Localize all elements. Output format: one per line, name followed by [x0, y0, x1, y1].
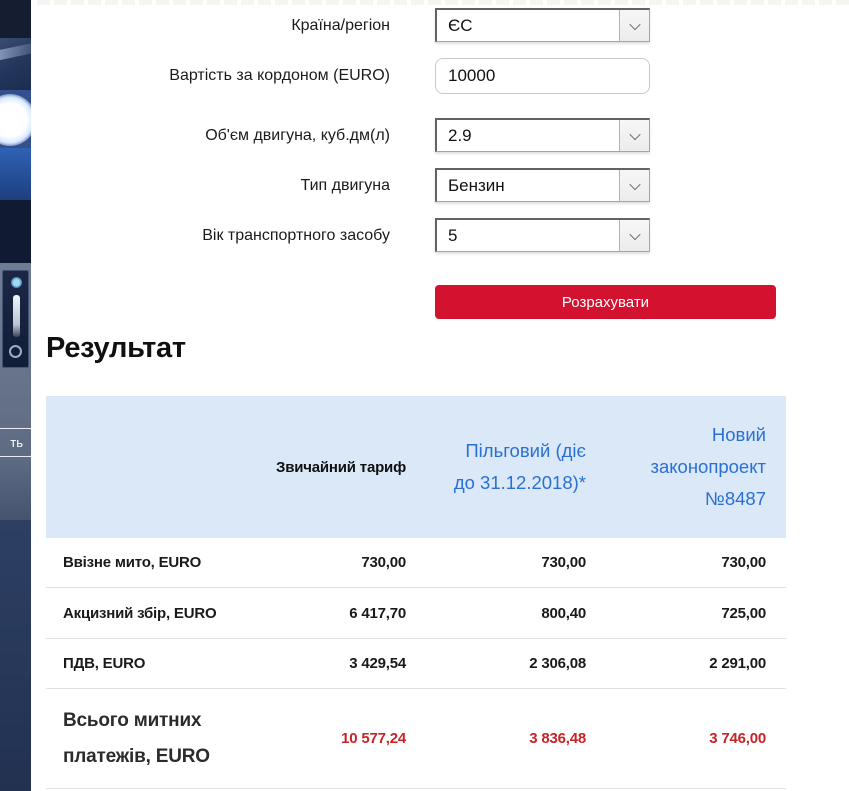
banner-car-body-image: [0, 148, 31, 200]
banner-dark-bottom: [0, 520, 31, 791]
table-header-row: [46, 396, 786, 538]
select-arrow-area: [619, 170, 649, 201]
cell-value: 800,40: [541, 604, 586, 622]
row-label: Акцизний збір, EURO: [63, 604, 217, 622]
country-region-label: Країна/регіон: [291, 17, 390, 34]
vehicle-age-select[interactable]: [435, 218, 650, 252]
result-heading: Результат: [46, 332, 186, 364]
engine-type-value: Бензин: [448, 175, 505, 195]
cell-value: 730,00: [361, 554, 406, 571]
cost-abroad-label: Вартість за кордоном (EURO): [169, 67, 390, 84]
calculate-button[interactable]: Розрахувати: [435, 285, 776, 319]
banner-dark-middle: [0, 200, 31, 263]
chevron-down-icon: [629, 128, 640, 139]
engine-volume-select[interactable]: [435, 118, 650, 152]
cost-abroad-input[interactable]: [435, 58, 650, 94]
bulb-image: [13, 295, 20, 337]
banner-cta-button[interactable]: [0, 428, 31, 457]
total-value: 3 746,00: [709, 730, 766, 747]
cell-value: 730,00: [541, 554, 586, 571]
cell-value: 725,00: [721, 604, 766, 622]
cell-value: 6 417,70: [349, 604, 406, 622]
column-header-regular-tariff: Звичайний тариф: [276, 458, 406, 476]
banner-gray-lower: [0, 460, 31, 520]
ad-banner-strip[interactable]: [0, 0, 31, 791]
banner-cta-label: ть: [10, 435, 23, 450]
table-row-total-payments: [46, 689, 786, 789]
column-header-new-bill: [586, 419, 766, 515]
headlight-glow-image: [0, 94, 31, 146]
row-label: ПДВ, EURO: [63, 655, 146, 672]
select-arrow-area: [619, 220, 649, 251]
engine-volume-value: 2.9: [448, 125, 472, 145]
engine-type-label: Тип двигуна: [300, 177, 390, 194]
row-label: Всього митних платежів, EURO: [63, 709, 210, 767]
table-row-import-duty: [46, 538, 786, 588]
product-logo-icon: [11, 277, 22, 288]
select-arrow-area: [619, 120, 649, 151]
table-row-vat: [46, 639, 786, 689]
engine-volume-label: Об'єм двигуна, куб.дм(л): [205, 127, 390, 144]
country-region-select[interactable]: [435, 8, 650, 42]
column-header-new-bill-label: Новий законопроект №8487: [650, 424, 766, 509]
chevron-down-icon: [629, 228, 640, 239]
vehicle-age-value: 5: [448, 225, 458, 245]
result-table: [46, 396, 786, 789]
cell-value: 3 429,54: [349, 655, 406, 672]
row-label: Ввізне мито, EURO: [63, 554, 202, 571]
country-region-value: ЄС: [448, 15, 473, 35]
total-value: 3 836,48: [529, 730, 586, 747]
column-header-preferential-label: Пільговий (діє до 31.12.2018)*: [453, 440, 586, 493]
top-ticks-decoration: [37, 0, 849, 5]
chevron-down-icon: [629, 18, 640, 29]
cell-value: 730,00: [721, 554, 766, 571]
table-row-excise-tax: [46, 588, 786, 639]
total-value: 10 577,24: [341, 730, 406, 747]
select-arrow-area: [619, 10, 649, 41]
column-header-preferential: [406, 435, 586, 499]
vehicle-age-label: Вік транспортного засобу: [202, 227, 390, 244]
cell-value: 2 306,08: [529, 655, 586, 672]
chevron-down-icon: [629, 178, 640, 189]
engine-type-select[interactable]: [435, 168, 650, 202]
banner-dark-top: [0, 0, 31, 38]
led-bulb-product-box-image: [2, 270, 29, 368]
product-badge-icon: [9, 345, 22, 358]
banner-car-hood-image: [0, 38, 31, 98]
cell-value: 2 291,00: [709, 655, 766, 672]
